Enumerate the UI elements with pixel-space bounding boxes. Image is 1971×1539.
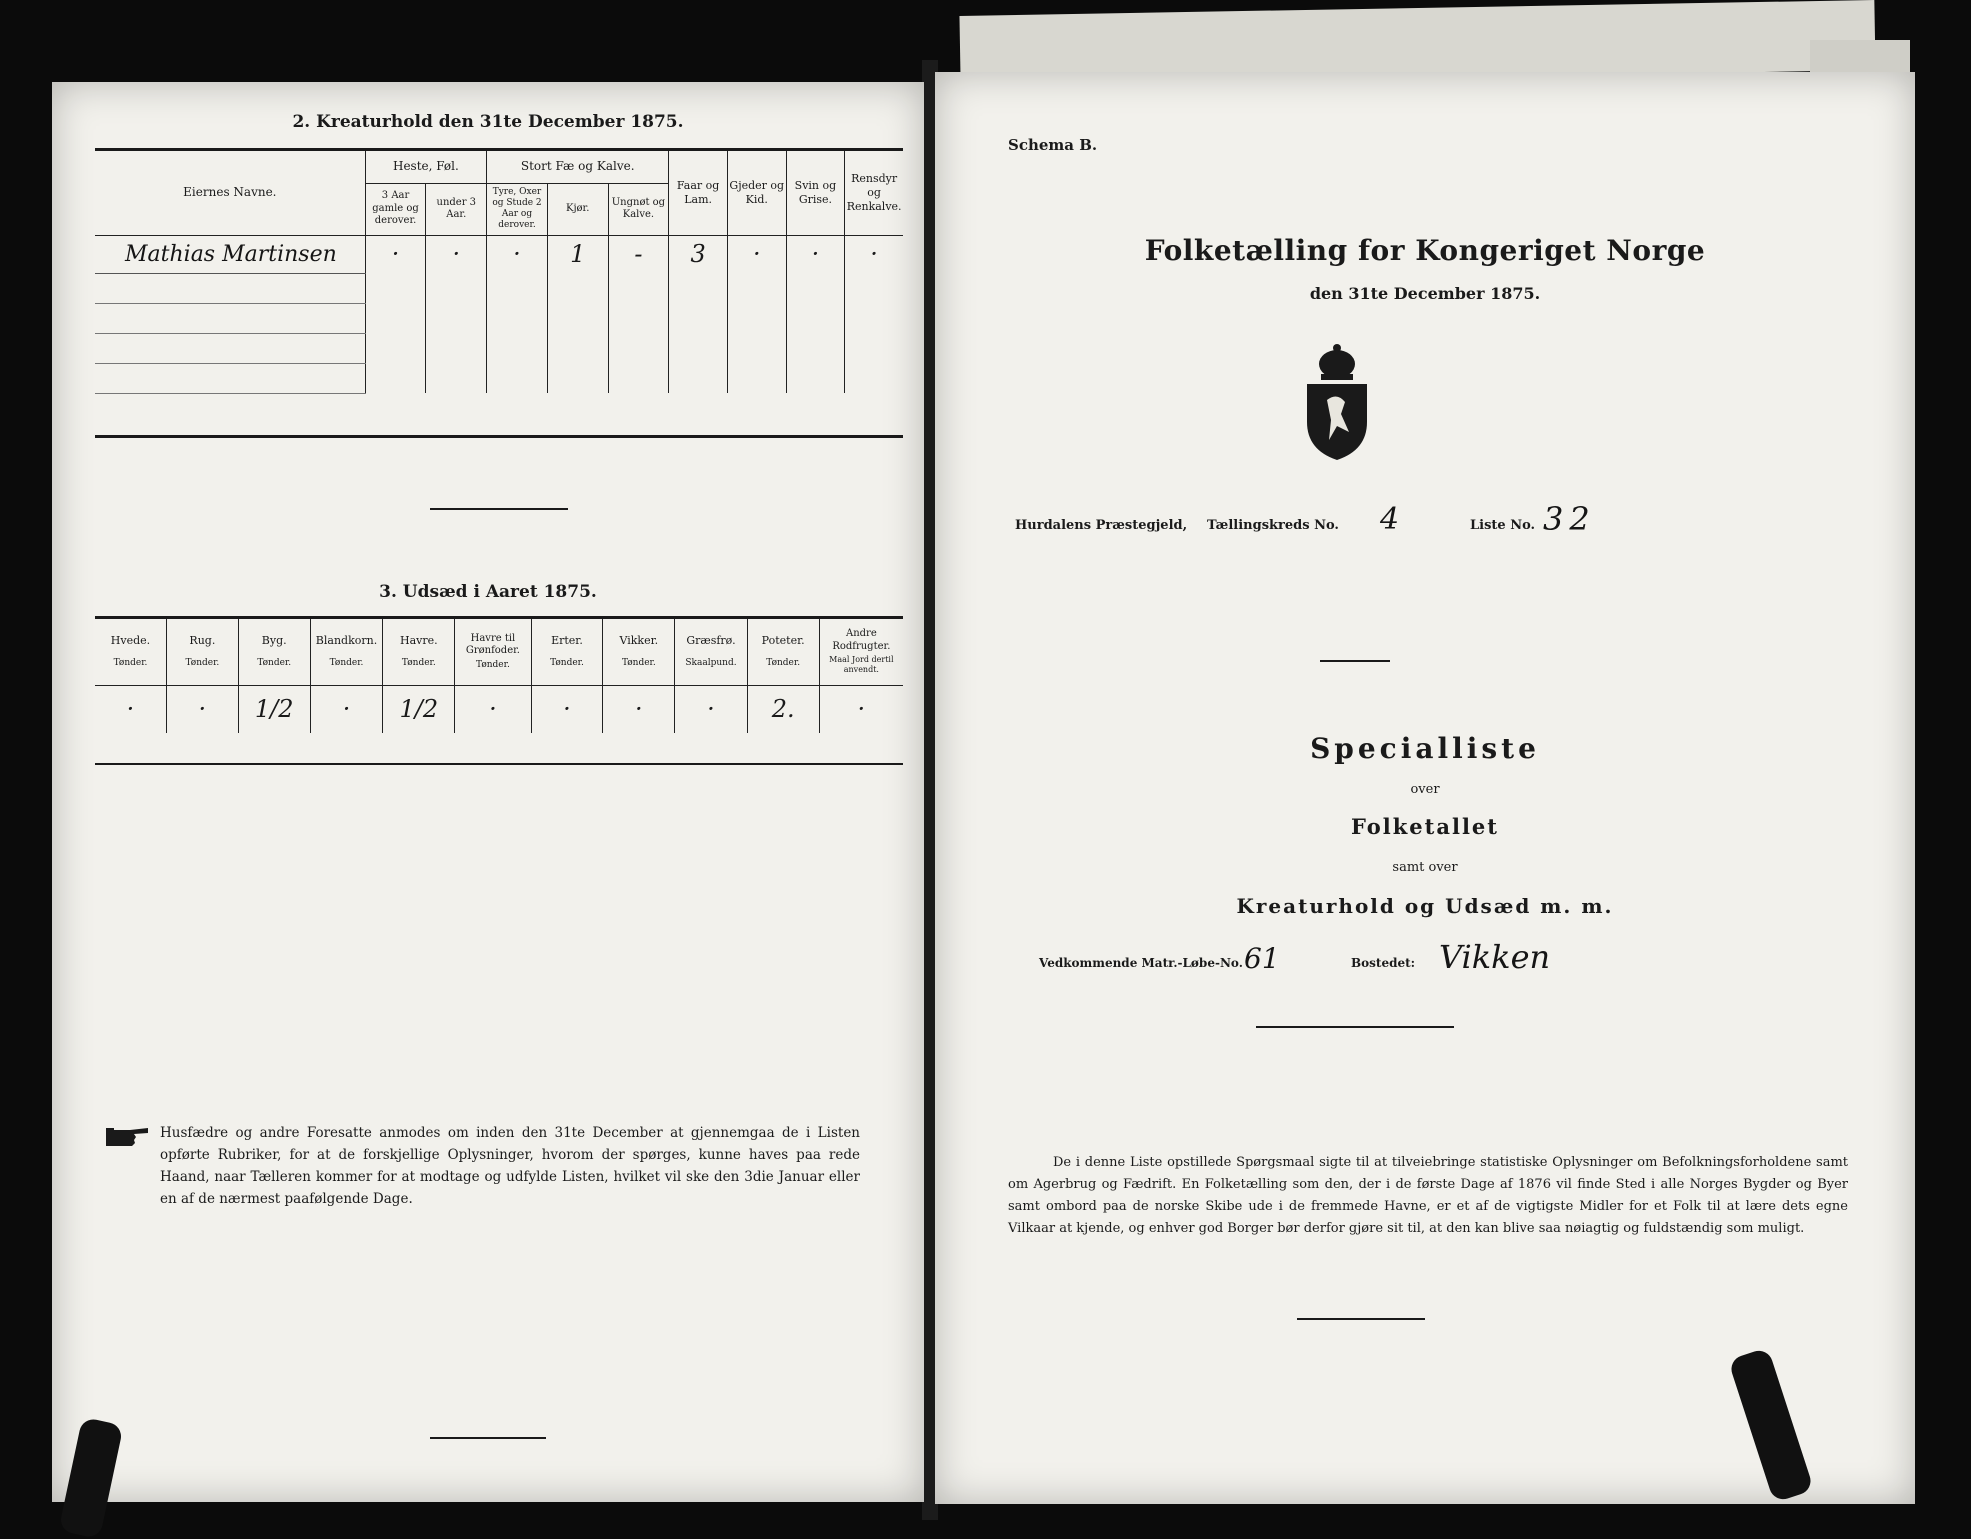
col-unit: Tønder.	[401, 658, 436, 668]
bosted-value: Vikken	[1439, 938, 1551, 976]
col-unit: Tønder.	[113, 658, 148, 668]
cell-value: 3	[669, 235, 728, 273]
cell-value: ·	[727, 235, 786, 273]
left-page	[52, 82, 924, 1502]
cell-value: ·	[603, 685, 675, 733]
table-row-empty	[95, 273, 903, 303]
location-line	[1015, 500, 1875, 552]
col-name: Andre Rodfrugter.	[832, 628, 891, 652]
col-unit: Maal Jord dertil anvendt.	[829, 655, 894, 675]
matr-line	[1039, 938, 1879, 982]
cell-value: ·	[310, 685, 383, 733]
col-unit: Tønder.	[766, 658, 801, 668]
section2-title: 2. Kreaturhold den 31te December 1875.	[292, 112, 684, 132]
schema-label: Schema B.	[1008, 136, 1098, 154]
col-header	[310, 619, 383, 685]
cell-value: ·	[426, 235, 487, 273]
krets-label: Tællingskreds No.	[1207, 518, 1339, 533]
col-name: Hvede.	[110, 634, 151, 648]
col-unit: Tønder.	[185, 658, 220, 668]
owner-name: Mathias Martinsen	[95, 235, 365, 273]
cell-value: ·	[675, 685, 747, 733]
document-subtitle: den 31te December 1875.	[1309, 284, 1541, 303]
col-unit: Skaalpund.	[685, 658, 737, 668]
section3-bottom-rule	[95, 763, 903, 765]
col-faar-header: Faar og Lam.	[669, 151, 728, 235]
coat-of-arms-icon	[1297, 342, 1377, 462]
cell-value: 1	[547, 235, 608, 273]
col-header	[238, 619, 310, 685]
col-ungnot-header: Ungnøt og Kalve.	[608, 183, 669, 235]
col-name: Erter.	[551, 634, 583, 648]
col-header	[95, 619, 166, 685]
col-unit: Tønder.	[621, 658, 656, 668]
cell-value: ·	[819, 685, 903, 733]
col-header	[383, 619, 455, 685]
kreaturhold-text: Kreaturhold og Udsæd m. m.	[1236, 894, 1614, 918]
col-header	[675, 619, 747, 685]
pointing-hand-icon	[104, 1122, 150, 1150]
section3-title: 3. Udsæd i Aaret 1875.	[379, 582, 597, 602]
col-header	[603, 619, 675, 685]
folketallet-text: Folketallet	[1351, 814, 1499, 839]
divider-double	[1256, 1026, 1454, 1028]
owner-header: Eiernes Navne.	[183, 185, 277, 200]
table-row-empty	[95, 363, 903, 393]
table-row-empty	[95, 333, 903, 363]
col-tyre-header: Tyre, Oxer og Stude 2 Aar og derover.	[487, 183, 548, 235]
cell-value: ·	[455, 685, 531, 733]
col-unit: Tønder.	[476, 659, 510, 670]
matr-value: 61	[1244, 942, 1280, 975]
stort-fae-group-header: Stort Fæ og Kalve.	[487, 151, 669, 183]
col-name: Blandkorn.	[315, 634, 378, 648]
col-header	[747, 619, 819, 685]
cell-value: ·	[487, 235, 548, 273]
samt-over-text: samt over	[1392, 860, 1458, 875]
col-heste-under3-header: under 3 Aar.	[426, 183, 487, 235]
table-row	[95, 235, 903, 273]
col-svin-header: Svin og Grise.	[786, 151, 845, 235]
cell-value: 1/2	[238, 685, 310, 733]
heste-group-header: Heste, Føl.	[365, 151, 486, 183]
col-header	[455, 619, 531, 685]
col-name: Havre.	[399, 634, 438, 648]
col-unit: Tønder.	[257, 658, 292, 668]
section2-bottom-rule	[95, 435, 903, 438]
col-name: Poteter.	[761, 634, 805, 648]
col-unit: Tønder.	[329, 658, 364, 668]
cell-value: ·	[845, 235, 903, 273]
cell-value: ·	[166, 685, 238, 733]
specialliste-heading: Specialliste	[1310, 732, 1540, 765]
cell-value: ·	[531, 685, 603, 733]
livestock-table	[95, 151, 903, 394]
matr-label: Vedkommende Matr.-Løbe-No.	[1039, 956, 1243, 970]
col-rensdyr-header: Rensdyr og Renkalve.	[845, 151, 903, 235]
seed-value-row	[95, 685, 903, 733]
cell-value: 1/2	[383, 685, 455, 733]
table-row-empty	[95, 303, 903, 333]
krets-value: 4	[1380, 502, 1400, 537]
col-kjor-header: Kjør.	[547, 183, 608, 235]
cell-value: -	[608, 235, 669, 273]
cell-value: ·	[786, 235, 845, 273]
cell-value: ·	[365, 235, 426, 273]
col-header	[819, 619, 903, 685]
col-heste-3aar-header: 3 Aar gamle og derover.	[365, 183, 426, 235]
col-gjeder-header: Gjeder og Kid.	[727, 151, 786, 235]
col-name: Græsfrø.	[686, 634, 736, 648]
cell-value: 2.	[747, 685, 819, 733]
right-page	[935, 72, 1915, 1504]
intro-note: De i denne Liste opstillede Spørgsmaal sigte til at tilveiebringe statistiske Oplysninger om Befolkningsforholdene samt om Agerbrug og Fædrift. En Folketælling som den, der i de første Dage af 1876 vil finde Sted i alle Norges Bygder og Byer samt ombord paa de norske Skibe ude i de fremmede Havne, er et af de vigtigste Midler for et Folk til at lære dets egne Vilkaar at kjende, og enhver god Borger bør derfor gjøre sit til, at den kan blive saa nøiagtig og fuldstændig som muligt.	[1008, 1155, 1848, 1236]
col-name: Rug.	[189, 634, 216, 648]
liste-value: 32	[1543, 500, 1596, 538]
divider-bottom	[430, 1437, 546, 1439]
cell-value: ·	[126, 695, 135, 724]
parish-label: Hurdalens Præstegjeld,	[1015, 518, 1188, 533]
seed-header-row	[95, 619, 903, 685]
col-header	[166, 619, 238, 685]
col-header	[531, 619, 603, 685]
divider-short	[1320, 660, 1390, 662]
col-name: Havre til Grønfoder.	[465, 632, 520, 657]
footnote-text: Husfædre og andre Foresatte anmodes om inden den 31te December at gjennemgaa de i Listen opførte Rubriker, for at de forskjellige Oplysninger, hvorom der spørges, kunne haves paa rede Haand, naar Tælleren kommer for at modtage og udfylde Listen, hvilket vil ske den 3die Januar eller en af de nærmest paafølgende Dage.	[160, 1125, 860, 1207]
bosted-label: Bostedet:	[1351, 956, 1416, 970]
document-title: Folketælling for Kongeriget Norge	[1144, 234, 1706, 267]
over-text: over	[1410, 782, 1440, 797]
divider-bottom	[1297, 1318, 1425, 1320]
liste-label: Liste No.	[1470, 518, 1536, 533]
seed-table	[95, 619, 903, 733]
col-unit: Tønder.	[550, 658, 584, 668]
col-name: Byg.	[261, 634, 287, 648]
divider-short	[430, 508, 568, 510]
col-name: Vikker.	[619, 634, 659, 648]
